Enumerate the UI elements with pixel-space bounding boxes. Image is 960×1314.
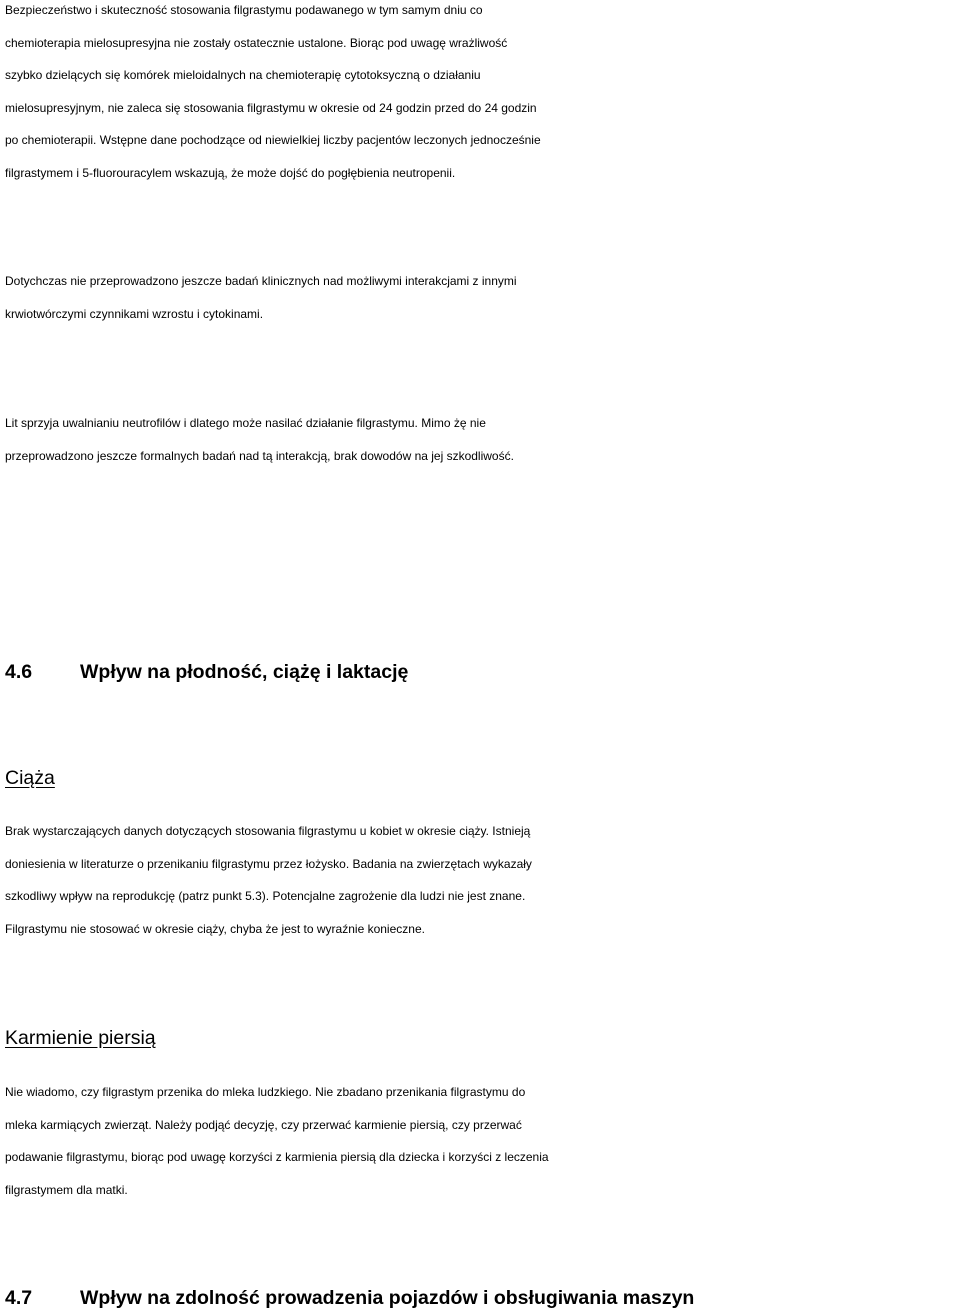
section-number: 4.6 [5, 661, 33, 683]
text-line: filgrastymem i 5-fluorouracylem wskazują, że może dojść do pogłębienia neutropenii. [5, 165, 456, 180]
text-line: Nie wiadomo, czy filgrastym przenika do mleka ludzkiego. Nie zbadano przenikania filgrastymu do [5, 1085, 526, 1099]
subheading-pregnancy: Ciąża [5, 767, 55, 789]
text-line: szkodliwy wpływ na reprodukcję (patrz punkt 5.3). Potencjalne zagrożenie dla ludzi nie jest znane. [5, 889, 526, 903]
text-line: szybko dzielących się komórek mieloidalnych na chemioterapię cytotoksyczną o działaniu [5, 68, 481, 82]
text-line: Bezpieczeństwo i skuteczność stosowania filgrastymu podawanego w tym samym dniu co [5, 3, 483, 17]
paragraph-lithium [5, 407, 960, 472]
paragraph-breastfeeding [5, 1076, 960, 1206]
section-heading-4-6 [5, 656, 408, 688]
paragraph-safety-timing [5, 0, 960, 189]
text-line: Dotychczas nie przeprowadzono jeszcze badań klinicznych nad możliwymi interakcjami z innymi [5, 274, 517, 288]
section-heading-4-7 [5, 1282, 694, 1314]
text-line: Filgrastymu nie stosować w okresie ciąży, chyba że jest to wyraźnie konieczne. [5, 921, 425, 936]
paragraph-pregnancy [5, 815, 960, 945]
text-line: krwiotwórczymi czynnikami wzrostu i cytokinami. [5, 306, 264, 321]
text-line: Brak wystarczających danych dotyczących stosowania filgrastymu u kobiet w okresie ciąży. Istnieją [5, 824, 531, 838]
subheading-breastfeeding: Karmienie piersią [5, 1027, 156, 1049]
text-line: Lit sprzyja uwalnianiu neutrofilów i dlatego może nasilać działanie filgrastymu. Mimo żę nie [5, 416, 486, 430]
paragraph-interactions-growth-factors [5, 265, 960, 330]
text-line: przeprowadzono jeszcze formalnych badań nad tą interakcją, brak dowodów na jej szkodliwość. [5, 448, 514, 463]
text-line: filgrastymem dla matki. [5, 1182, 128, 1197]
text-line: doniesienia w literaturze o przenikaniu filgrastymu przez łożysko. Badania na zwierzętach wykazały [5, 856, 532, 871]
text-line: chemioterapia mielosupresyjna nie zostały ostatecznie ustalone. Biorąc pod uwagę wrażliwość [5, 35, 508, 50]
text-line: mielosupresyjnym, nie zaleca się stosowania filgrastymu w okresie od 24 godzin przed do 24 godzin [5, 100, 537, 115]
section-number: 4.7 [5, 1287, 33, 1309]
section-title: Wpływ na zdolność prowadzenia pojazdów i obsługiwania maszyn [80, 1287, 695, 1309]
text-line: mleka karmiących zwierząt. Należy podjąć decyzję, czy przerwać karmienie piersią, czy przerwać [5, 1117, 522, 1132]
section-title: Wpływ na płodność, ciążę i laktację [80, 661, 409, 683]
text-line: podawanie filgrastymu, biorąc pod uwagę korzyści z karmienia piersią dla dziecka i korzyści z leczenia [5, 1150, 549, 1164]
text-line: po chemioterapii. Wstępne dane pochodzące od niewielkiej liczby pacjentów leczonych jednocześnie [5, 133, 541, 147]
